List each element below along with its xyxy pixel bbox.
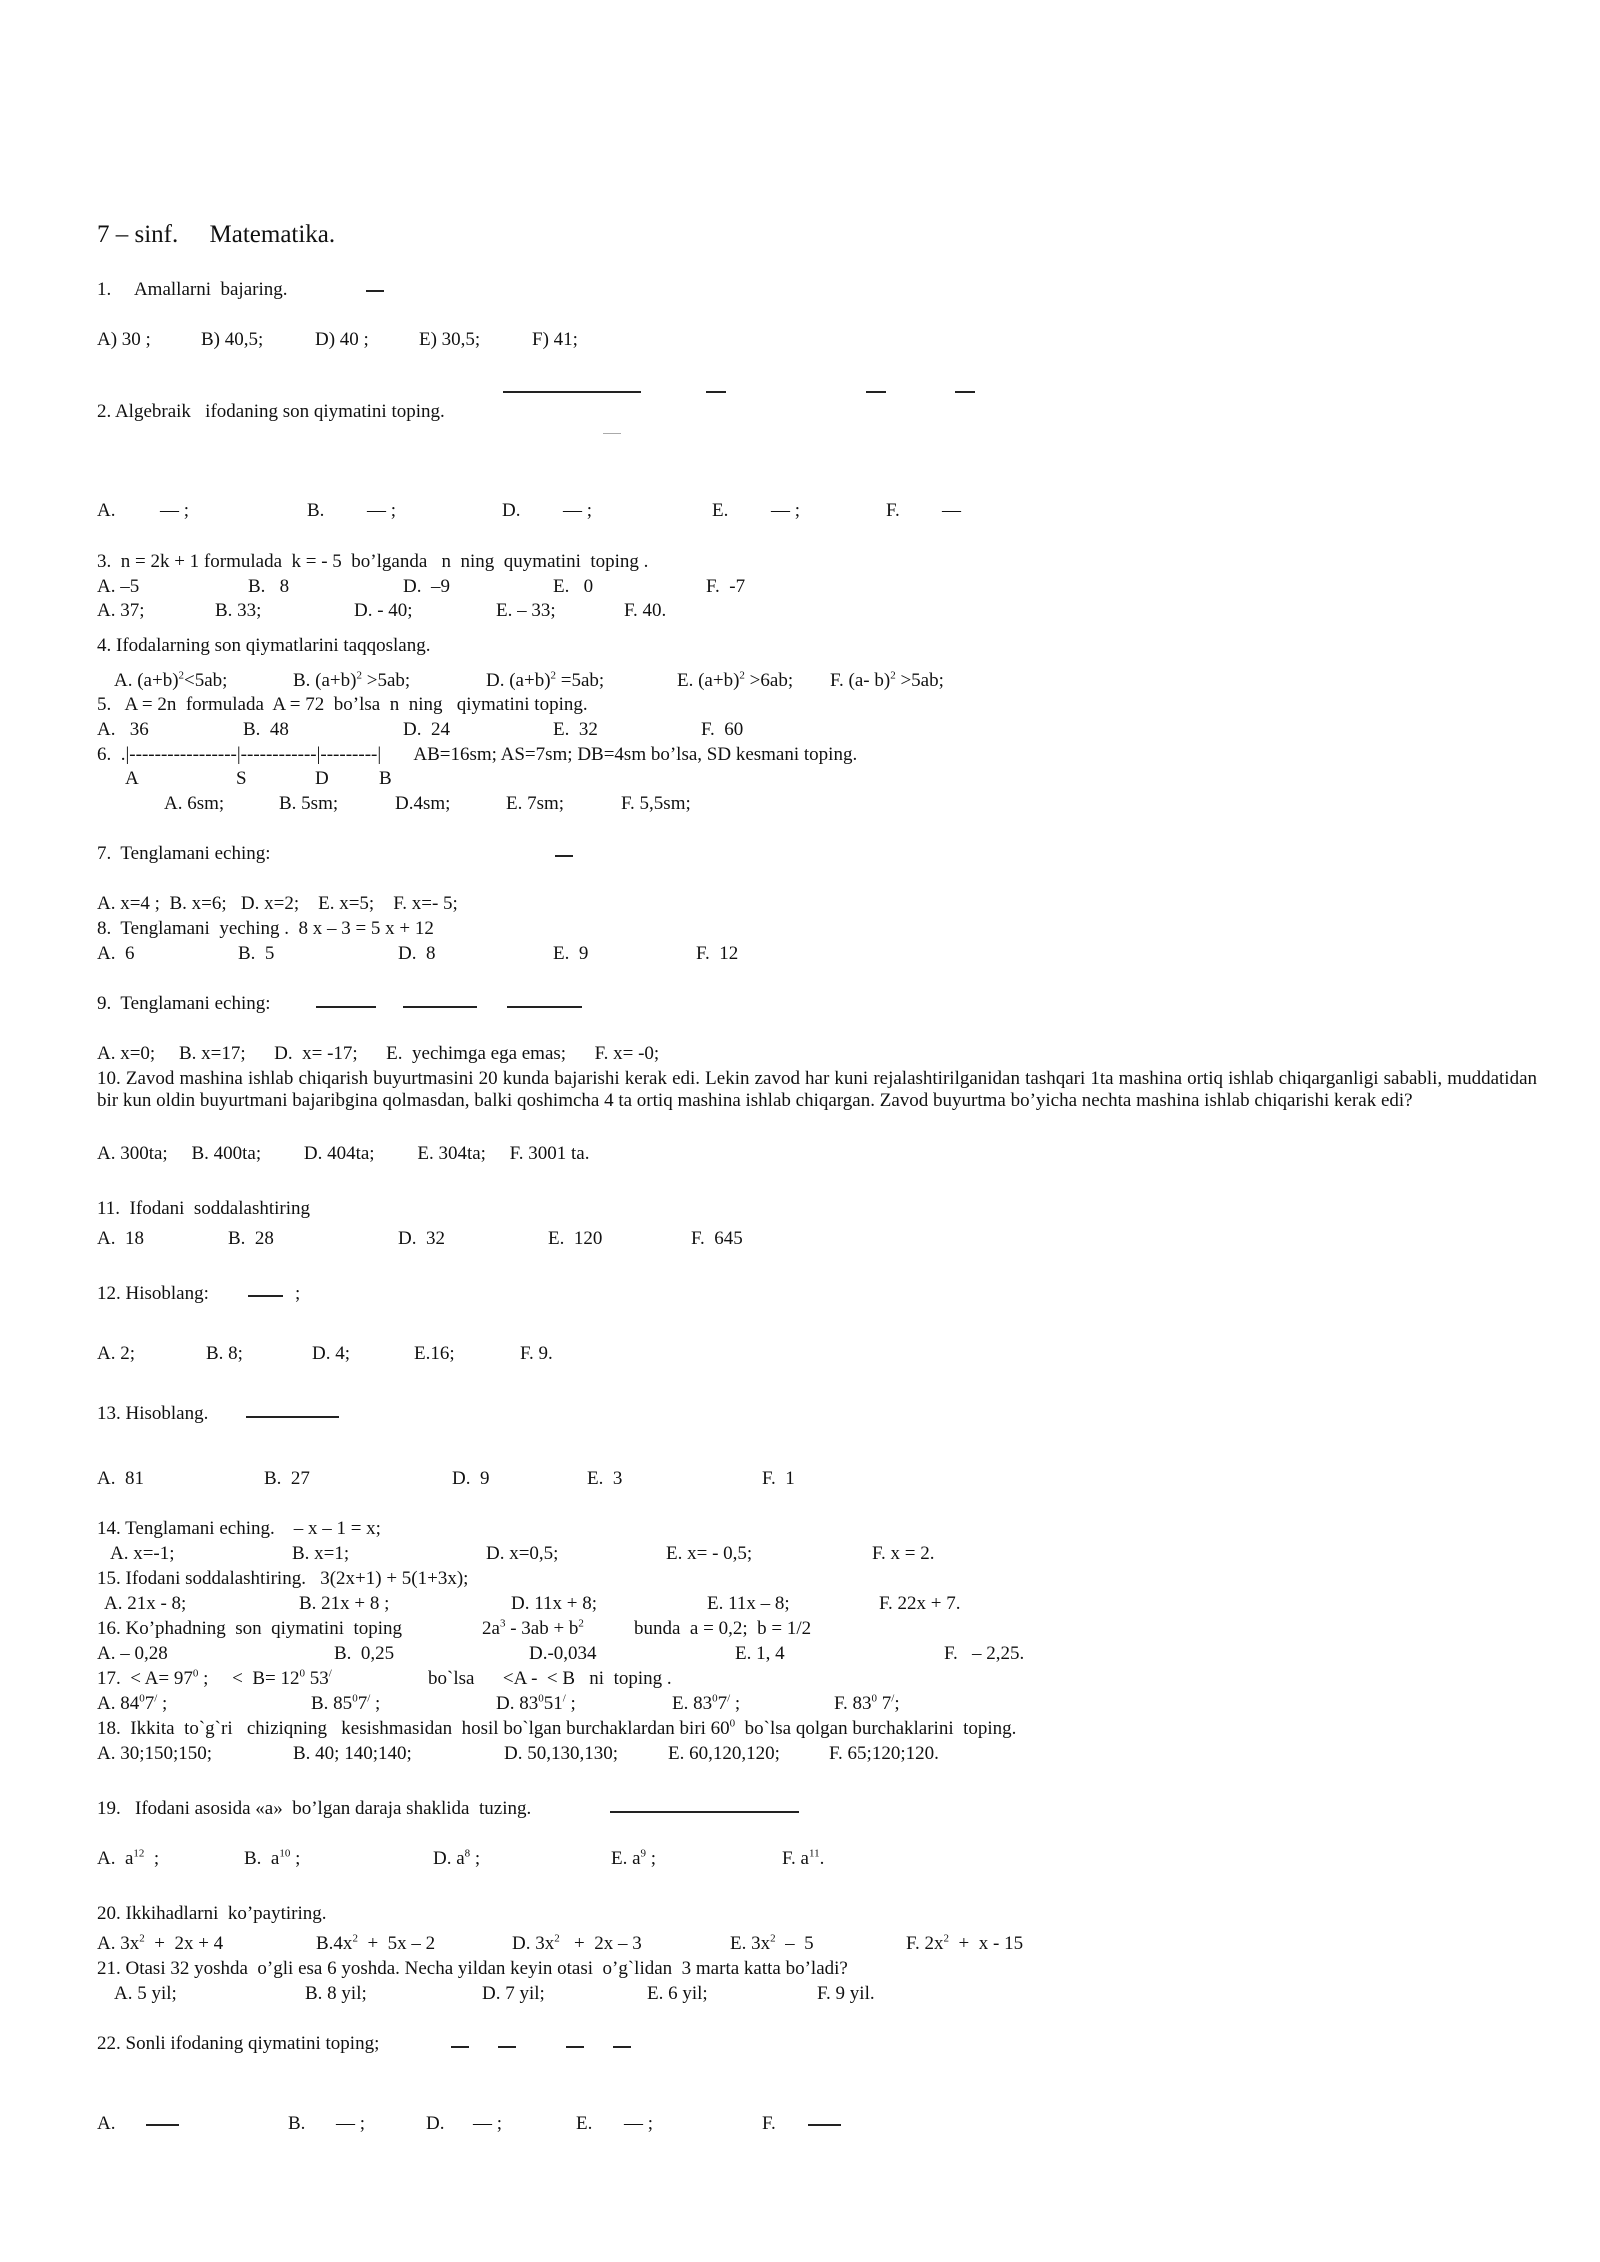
q1-option-d: D) 40 ; <box>315 329 369 350</box>
q5-option-f: F. 60 <box>701 719 744 740</box>
q13-option-f: F. 1 <box>762 1468 795 1489</box>
q2-option-b-value: — ; <box>367 500 397 521</box>
q15-option-b: B. 21x + 8 ; <box>299 1593 390 1614</box>
q21-option-f: F. 9 yil. <box>817 1983 875 2004</box>
q19-option-a: A. $a^{12}$ ; <box>97 1847 160 1869</box>
question-22: 22. Sonli ifodaning qiymatini toping; <box>97 2033 380 2054</box>
q22-option-f: F. <box>762 2113 776 2134</box>
q5-option-b: B. 48 <box>243 719 289 740</box>
question-12: 12. Hisoblang: <box>97 1283 209 1304</box>
q14-option-b: B. x=1; <box>292 1543 350 1564</box>
q2-option-d: D. <box>502 500 521 521</box>
q18-option-b: B. 40; 140;140; <box>293 1743 412 1764</box>
question-19: 19. Ifodani asosida «a» bo’lgan daraja shaklida tuzing. <box>97 1798 532 1819</box>
fraction-bar <box>451 2046 469 2048</box>
q22-option-d: D. <box>426 2113 445 2134</box>
q19-option-e: E. $a^9$ ; <box>611 1847 657 1869</box>
q16-option-a: A. – 0,28 <box>97 1643 168 1664</box>
q2-option-b: B. <box>307 500 325 521</box>
q22-option-d-value: — ; <box>473 2113 503 2134</box>
q3-option-e2: E. – 33; <box>496 600 556 621</box>
q17-option-f: F. $83^0$ 7/; <box>834 1692 900 1714</box>
q11-option-d: D. 32 <box>398 1228 445 1249</box>
q19-option-b: B. $a^{10}$ ; <box>244 1847 301 1869</box>
question-17: 17. < $A= 97^0$ ; < $B= 12^0$ 53/ <box>97 1667 332 1689</box>
q19-option-f: F. $a^{11}$. <box>782 1847 825 1869</box>
q6-option-d: D.4sm; <box>395 793 451 814</box>
q22-option-a: A. <box>97 2113 116 2134</box>
q12-option-a: A. 2; <box>97 1343 135 1364</box>
q13-option-b: B. 27 <box>264 1468 310 1489</box>
point-s-label: S <box>236 768 247 789</box>
q4-option-a: A. $(a+b)^2<5ab$; <box>114 669 228 691</box>
q18-option-d: D. 50,130,130; <box>504 1743 618 1764</box>
fraction-bar <box>706 391 726 393</box>
q3-option-f2: F. 40. <box>624 600 667 621</box>
q5-option-e: E. 32 <box>553 719 598 740</box>
fraction-bar <box>507 1006 582 1008</box>
q20-option-e: E. $3x^2 - 5$ <box>730 1932 814 1954</box>
question-4: 4. Ifodalarning son qiymatlarini taqqoslang. <box>97 635 431 656</box>
q2-option-a: A. <box>97 500 116 521</box>
q6-option-f: F. 5,5sm; <box>621 793 691 814</box>
q1-option-b: B) 40,5; <box>201 329 264 350</box>
q2-option-e-value: — ; <box>771 500 801 521</box>
question-8: 8. Tenglamani yeching . 8 x – 3 = 5 x + 12 <box>97 918 434 939</box>
fraction-bar <box>866 391 886 393</box>
question-10: 10. Zavod mashina ishlab chiqarish buyurtmasini 20 kunda bajarishi kerak edi. Lekin zavod har kuni rejalashtirilganidan tashqari 1ta mashina ortiq ishlab chiqarganligi sababli, muddatidan bir kun oldin buyurtmani bajaribgina qolmasdan, balki qoshimcha 4 ta ortiq mashina ishlab chiqargan. Zavod buyurtma bo’yicha nechta mashina ishlab chiqarishi kerak edi? <box>97 1068 1537 1111</box>
q6-option-b: B. 5sm; <box>279 793 339 814</box>
q18-option-e: E. 60,120,120; <box>668 1743 780 1764</box>
q16-option-d: D.-0,034 <box>529 1643 597 1664</box>
question-20: 20. Ikkihadlarni ko’paytiring. <box>97 1903 327 1924</box>
q2-option-f-value: — <box>942 500 961 521</box>
q21-option-a: A. 5 yil; <box>114 1983 177 2004</box>
question-13: 13. Hisoblang. <box>97 1403 209 1424</box>
question-3: 3. n = 2k + 1 formulada k = - 5 bo’lganda n ning quymatini toping . <box>97 551 649 572</box>
q13-option-d: D. 9 <box>452 1468 490 1489</box>
q14-option-f: F. x = 2. <box>872 1543 935 1564</box>
q15-option-e: E. 11x – 8; <box>707 1593 790 1614</box>
q12-option-f: F. 9. <box>520 1343 553 1364</box>
q11-option-f: F. 645 <box>691 1228 743 1249</box>
q8-option-d: D. 8 <box>398 943 436 964</box>
q3-option-d: D. –9 <box>403 576 450 597</box>
q3-option-b2: B. 33; <box>215 600 262 621</box>
q6-option-a: A. 6sm; <box>164 793 225 814</box>
q2-option-d-value: — ; <box>563 500 593 521</box>
question-15: 15. Ifodani soddalashtiring. 3(2x+1) + 5(1+3x); <box>97 1568 469 1589</box>
q2-option-a-value: — ; <box>160 500 190 521</box>
q3-option-d2: D. - 40; <box>354 600 413 621</box>
q11-option-b: B. 28 <box>228 1228 274 1249</box>
q2-option-e: E. <box>712 500 729 521</box>
q8-option-e: E. 9 <box>553 943 589 964</box>
question-1: 1. Amallarni bajaring. <box>97 279 288 300</box>
q20-option-a: A. $3x^2 + 2x + 4$ <box>97 1932 224 1954</box>
q22-option-b-value: — ; <box>336 2113 366 2134</box>
q17-option-d: D. $83^051^/$ ; <box>496 1692 576 1714</box>
q12-option-b: B. 8; <box>206 1343 243 1364</box>
q15-option-a: A. 21x - 8; <box>104 1593 187 1614</box>
q15-option-f: F. 22x + 7. <box>879 1593 961 1614</box>
question-9: 9. Tenglamani eching: <box>97 993 271 1014</box>
q14-option-e: E. x= - 0,5; <box>666 1543 753 1564</box>
q22-option-e: E. <box>576 2113 593 2134</box>
q4-option-e: E. $(a+b)^2 >6ab$; <box>677 669 794 691</box>
question-18: 18. Ikkita to`g`ri chiziqning kesishmasidan hosil bo`lgan burchaklardan biri $60^0$ bo`lsa qolgan burchaklarini toping. <box>97 1717 1017 1739</box>
q3-option-b: B. 8 <box>248 576 290 597</box>
q19-option-d: D. $a^8$ ; <box>433 1847 481 1869</box>
q21-option-e: E. 6 yil; <box>647 1983 708 2004</box>
q21-option-b: B. 8 yil; <box>305 1983 367 2004</box>
q10-options: A. 300ta; B. 400ta; D. 404ta; E. 304ta; F. 3001 ta. <box>97 1143 590 1164</box>
q8-option-f: F. 12 <box>696 943 739 964</box>
question-7: 7. Tenglamani eching: <box>97 843 271 864</box>
q8-option-a: A. 6 <box>97 943 135 964</box>
q2-option-f: F. <box>886 500 900 521</box>
q1-option-a: A) 30 ; <box>97 329 151 350</box>
q14-option-a: A. x=-1; <box>110 1543 175 1564</box>
fraction-bar <box>246 1416 339 1418</box>
q1-option-e: E) 30,5; <box>419 329 481 350</box>
q20-option-d: D. $3x^2 + 2x - 3$ <box>512 1932 642 1954</box>
fraction-bar <box>955 391 975 393</box>
point-a-label: A <box>125 768 139 789</box>
q21-option-d: D. 7 yil; <box>482 1983 545 2004</box>
question-14: 14. Tenglamani eching. – x – 1 = x; <box>97 1518 381 1539</box>
expression-bar <box>610 1811 799 1813</box>
fraction-bar <box>555 855 573 857</box>
q16-option-e: E. 1, 4 <box>735 1643 785 1664</box>
fraction-bar <box>146 2124 179 2126</box>
question-17-tail: bo`lsa <A - < B ni toping . <box>428 1668 672 1689</box>
q12-semicolon: ; <box>295 1283 301 1304</box>
q1-option-f: F) 41; <box>532 329 578 350</box>
q20-option-b: $B.4x^2 + 5x - 2$ <box>316 1932 436 1954</box>
q13-option-e: E. 3 <box>587 1468 623 1489</box>
fraction-bar <box>808 2124 841 2126</box>
question-16: 16. Ko’phadning son qiymatini toping <box>97 1618 403 1639</box>
fraction-bar <box>603 433 621 434</box>
q6-option-e: E. 7sm; <box>506 793 565 814</box>
q16-condition: bunda a = 0,2; b = 1/2 <box>634 1618 812 1639</box>
q17-option-e: E. $83^07^/$ ; <box>672 1692 741 1714</box>
fraction-bar <box>613 2046 631 2048</box>
q3-option-a2: A. 37; <box>97 600 145 621</box>
point-b-label: B <box>379 768 392 789</box>
fraction-bar <box>366 290 384 292</box>
question-6: 6. .|-----------------|------------|---------| AB=16sm; AS=7sm; DB=4sm bo’lsa, SD kesmani toping. <box>97 744 858 765</box>
q18-option-f: F. 65;120;120. <box>829 1743 939 1764</box>
q16-option-f: F. – 2,25. <box>944 1643 1025 1664</box>
question-5: 5. A = 2n formulada A = 72 bo’lsa n ning qiymatini toping. <box>97 694 588 715</box>
q12-option-e: E.16; <box>414 1343 455 1364</box>
fraction-bar <box>403 1006 477 1008</box>
q15-option-d: D. 11x + 8; <box>511 1593 598 1614</box>
q12-option-d: D. 4; <box>312 1343 350 1364</box>
fraction-bar <box>498 2046 516 2048</box>
q14-option-d: D. x=0,5; <box>486 1543 559 1564</box>
q13-option-a: A. 81 <box>97 1468 144 1489</box>
q7-options: A. x=4 ; B. x=6; D. x=2; E. x=5; F. x=- 5; <box>97 893 458 914</box>
q16-option-b: B. 0,25 <box>334 1643 395 1664</box>
q8-option-b: B. 5 <box>238 943 275 964</box>
q4-option-d: D. $(a+b)^2 =5ab$; <box>486 669 605 691</box>
q17-option-b: B. $85^07^/$ ; <box>311 1692 381 1714</box>
fraction-bar <box>248 1295 283 1297</box>
question-11: 11. Ifodani soddalashtiring <box>97 1198 311 1219</box>
q16-expression: $2a^3 - 3ab + b^2$ <box>482 1617 584 1639</box>
fraction-bar <box>503 391 641 393</box>
q3-option-e: E. 0 <box>553 576 594 597</box>
page-title: 7 – sinf. Matematika. <box>97 221 336 248</box>
q5-option-d: D. 24 <box>403 719 450 740</box>
q17-option-a: A. $84^07^/$ ; <box>97 1692 168 1714</box>
q11-option-a: A. 18 <box>97 1228 144 1249</box>
fraction-bar <box>566 2046 584 2048</box>
q3-option-f: F. -7 <box>706 576 746 597</box>
q5-option-a: A. 36 <box>97 719 149 740</box>
point-d-label: D <box>315 768 329 789</box>
question-2: 2. Algebraik ifodaning son qiymatini toping. <box>97 401 445 422</box>
q22-option-b: B. <box>288 2113 306 2134</box>
q4-option-f: F. (a- b)$^2$ >5ab; <box>830 669 944 691</box>
q3-option-a: A. –5 <box>97 576 140 597</box>
q4-option-b: B. $(a+b)^2 >5ab$; <box>293 669 411 691</box>
q20-option-f: F. $2x^2 + x - 15$ <box>906 1932 1024 1954</box>
q9-options: A. x=0; B. x=17; D. x= -17; E. yechimga ega emas; F. x= -0; <box>97 1043 660 1064</box>
q11-option-e: E. 120 <box>548 1228 603 1249</box>
fraction-bar <box>316 1006 376 1008</box>
q18-option-a: A. 30;150;150; <box>97 1743 213 1764</box>
question-21: 21. Otasi 32 yoshda o’gli esa 6 yoshda. Necha yildan keyin otasi o’g`lidan 3 marta katta bo’ladi? <box>97 1958 848 1979</box>
q22-option-e-value: — ; <box>624 2113 654 2134</box>
